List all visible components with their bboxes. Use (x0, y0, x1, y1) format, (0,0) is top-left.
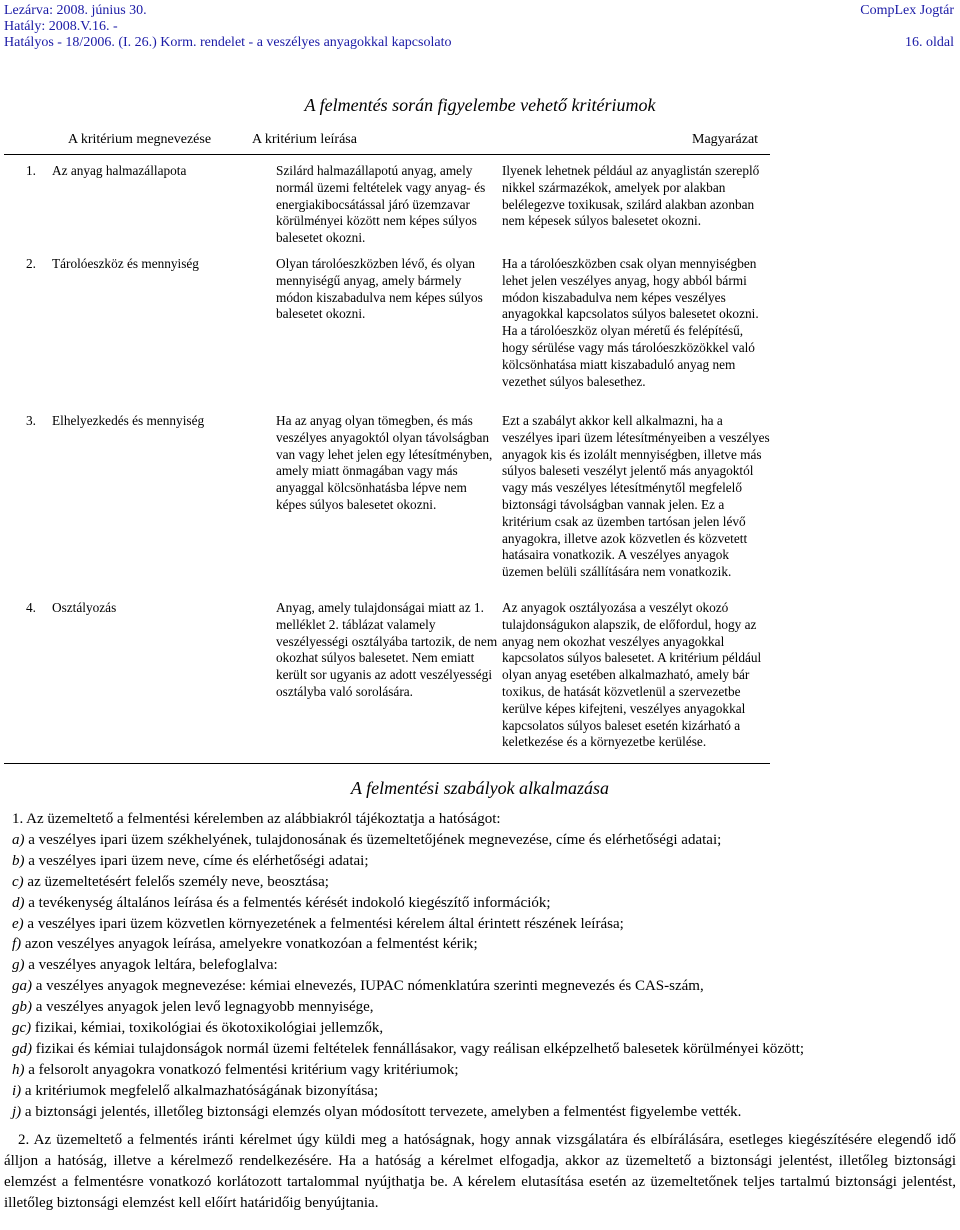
list-item-marker: e) (12, 915, 24, 932)
criterion-description: Szilárd halmazállapotú anyag, amely normál üzemi feltételek vagy anyag- és energiakibocsátással járó üzemzavar körülményei között nem képes súlyos balesetet okozni. (276, 163, 486, 246)
list-item-text: a felsorolt anyagokra vonatkozó felmentési kritérium vagy kritériumok; (24, 1061, 459, 1078)
paragraph-2: 2. Az üzemeltető a felmentés iránti kérelmet úgy küldi meg a hatóságnak, hogy annak vizsgálatára és elbírálására, esetleges kiegészítésére elegendő idő álljon a hatóság, illetve a kérelmező rendelkezésére. Ha a hatóság a kérelmet elfogadja, akkor az üzemeltető a biztonsági jelentést, illetőleg biztonsági elemzést a felmentésre vonatkozó korlátozott tartalommal nyújthatja be. A kérelem elutasítása esetén az üzemeltetőnek teljes tartalmú biztonsági jelentést, illetőleg biztonsági elemzést kell előírt határidőig benyújtania. (4, 1132, 956, 1211)
list-item-text: a veszélyes anyagok megnevezése: kémiai elnevezés, IUPAC nómenklatúra szerinti megnevezés és CAS-szám, (32, 978, 704, 995)
header-page-number: 16. oldal (905, 35, 954, 50)
list-item (12, 893, 956, 914)
column-header-description: A kritérium leírása (252, 132, 357, 147)
section-title-application: A felmentési szabályok alkalmazása (350, 778, 610, 798)
list-item (12, 1102, 956, 1123)
list-item-text: a veszélyes anyagok jelen levő legnagyobb mennyisége, (32, 999, 374, 1016)
criterion-description: Ha az anyag olyan tömegben, és más veszélyes anyagoktól olyan távolságban van vagy lehet jelen egy létesítményben, amely miatt önmagában vagy más anyaggal kölcsönhatásba lépve nem képes súlyos balesetet okozni. (276, 413, 493, 512)
list-item-text: a veszélyes ipari üzem székhelyének, tulajdonosának és üzemeltetőjének megnevezése, címe és elérhetőségi adatai; (24, 831, 722, 848)
list-item (12, 914, 956, 935)
list-item-text: az üzemeltetésért felelős személy neve, beosztása; (23, 873, 329, 890)
table-top-rule (4, 154, 770, 155)
list-item-marker: h) (12, 1061, 25, 1078)
criterion-explanation: Ezt a szabályt akkor kell alkalmazni, ha a veszélyes ipari üzem létesítményeiben a veszélyes anyagok kis és izolált mennyiségben, illetve más súlyos baleseti veszélyt jelentő más anyagoktól vagy más veszélyes létesítménytől megfelelő biztonsági távolságban vannak jelen. Ez a kritérium csak az üzemben tartósan jelen lévő anyagokra, illetve azok közvetlen és közvetett hatásaira vonatkozik. A veszélyes anyagok üzemen belüli szállítására nem vonatkozik. (502, 413, 770, 580)
section-title-criteria: A felmentés során figyelembe vehető kritériumok (304, 95, 656, 115)
list-item-marker: gb) (12, 999, 32, 1016)
column-header-name: A kritérium megnevezése (68, 132, 212, 147)
list-item (12, 997, 956, 1018)
list-item-marker: d) (12, 894, 25, 911)
row-number: 2. (26, 256, 36, 271)
list-item-text: a kritériumok megfelelő alkalmazhatóságának bizonyítása; (21, 1082, 379, 1099)
list-item (12, 1060, 956, 1081)
list-item (12, 1039, 956, 1060)
list-item-text: fizikai és kémiai tulajdonságok normál üzemi feltételek fennállásakor, vagy reálisan elképzelhető balesetek körülményei között; (32, 1040, 805, 1057)
header-brand: CompLex Jogtár (860, 3, 954, 18)
list-item (12, 976, 956, 997)
list-item-marker: g) (12, 957, 25, 974)
criterion-explanation: Az anyagok osztályozása a veszélyt okozó tulajdonságukon alapszik, de előfordul, hogy az anyag nem okozhat veszélyes anyagokkal kapcsolatos súlyos balesetet. A kritérium például olyan anyag esetében alkalmazható, amely bár toxikus, de hatását közvetlenül a szervezetbe kerülve képes kifejteni, veszélyes anyagokkal kapcsolatos súlyos baleset esetén kizárható a keletkezése és a környezetbe kerülése. (502, 600, 762, 750)
list-item-marker: c) (12, 873, 24, 890)
table-bottom-rule (4, 763, 770, 764)
requirements-list (12, 809, 956, 1123)
list-item (12, 1081, 956, 1102)
criterion-explanation: Ilyenek lehetnek például az anyaglistán szereplő nikkel származékok, amelyek por alakban belélegezve toxikusak, szilárd alakban azonban nem képesek súlyos balesetet okozni. (502, 163, 760, 229)
list-item-text: a veszélyes anyagok leltára, belefoglalva: (24, 957, 278, 974)
list-item (12, 934, 956, 955)
list-item-marker: i) (12, 1082, 22, 1099)
list-item-text: a veszélyes ipari üzem neve, címe és elérhetőségi adatai; (24, 852, 369, 869)
list-item-text: a biztonsági jelentés, illetőleg biztonsági elemzés olyan módosított tervezete, amelyben a felmentést figyelembe vették. (21, 1103, 742, 1120)
list-item-marker: j) (12, 1103, 22, 1120)
criterion-name: Osztályozás (52, 600, 117, 615)
criterion-name: Az anyag halmazállapota (52, 163, 187, 178)
column-header-explanation: Magyarázat (692, 132, 759, 147)
list-item-text: a tevékenység általános leírása és a felmentés kérését indokoló kiegészítő információk; (24, 894, 551, 911)
list-item-marker: gc) (12, 1020, 32, 1037)
list-item-marker: a) (12, 831, 25, 848)
list-item-text: azon veszélyes anyagok leírása, amelyekre vonatkozóan a felmentést kérik; (21, 936, 478, 953)
criterion-name: Tárolóeszköz és mennyiség (52, 256, 199, 271)
criterion-explanation: Ha a tárolóeszközben csak olyan mennyiségben lehet jelen veszélyes anyag, hogy abból bármi módon kiszabadulva nem képes veszélyes anyagokkal kapcsolatos súlyos balesetet okozni. Ha a tárolóeszköz olyan méretű és felépítésű, hogy sérülése vagy más tárolóeszközökkel való kölcsönhatása miatt kiszabaduló anyag nem vezethet súlyos balesethez. (502, 256, 759, 389)
row-number: 1. (26, 163, 36, 178)
list-item-text: fizikai, kémiai, toxikológiai és ökotoxikológiai jellemzők, (31, 1020, 384, 1037)
list-item (12, 955, 956, 976)
list-intro: 1. Az üzemeltető a felmentési kérelemben az alábbiakról tájékoztatja a hatóságot: (12, 811, 501, 827)
row-number: 4. (26, 600, 36, 615)
header-regulation-title: Hatályos - 18/2006. (I. 26.) Korm. rendelet - a veszélyes anyagokkal kapcsolato (4, 35, 452, 50)
header-effective-date: Hatály: 2008.V.16. - (4, 19, 118, 34)
row-number: 3. (26, 413, 36, 428)
list-item (12, 830, 956, 851)
header-closed-date: Lezárva: 2008. június 30. (4, 3, 147, 18)
list-item-marker: gd) (12, 1040, 32, 1057)
list-item (12, 851, 956, 872)
list-item-marker: b) (12, 852, 25, 869)
list-item-marker: f) (12, 936, 22, 953)
list-item (12, 872, 956, 893)
list-item-marker: ga) (12, 978, 32, 995)
list-item-text: a veszélyes ipari üzem közvetlen környezetének a felmentési kérelem által érintett részének leírása; (23, 915, 624, 932)
criterion-description: Anyag, amely tulajdonságai miatt az 1. melléklet 2. táblázat valamely veszélyességi osztályába tartozik, de nem okozhat súlyos balesetet. Nem emiatt került sor ugyanis az adott veszélyességi osztályba való sorolására. (276, 600, 498, 699)
criterion-description: Olyan tárolóeszközben lévő, és olyan mennyiségű anyag, amely bármely módon kiszabadulva nem képes súlyos balesetet okozni. (276, 256, 483, 322)
criterion-name: Elhelyezkedés és mennyiség (52, 413, 205, 428)
list-item (12, 1018, 956, 1039)
